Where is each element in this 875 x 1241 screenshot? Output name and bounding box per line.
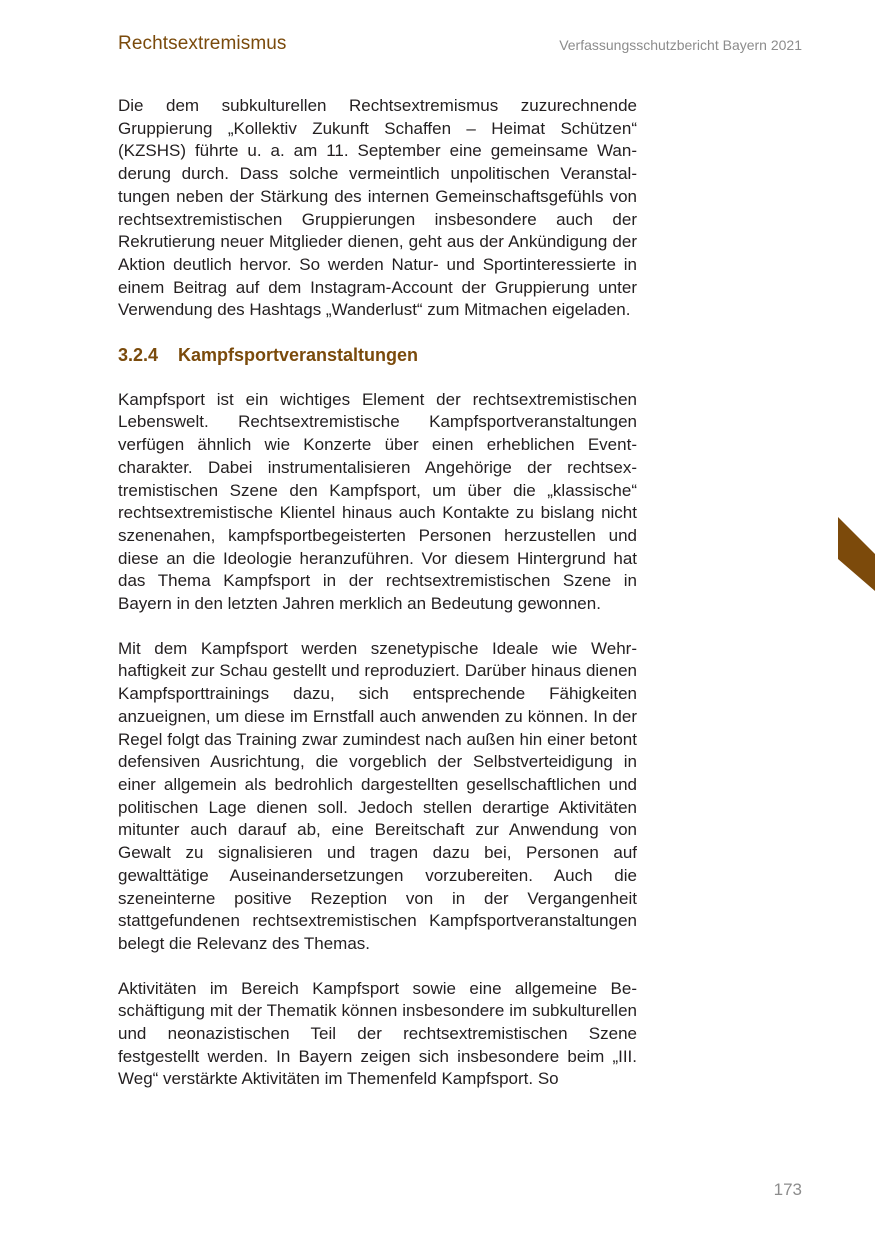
body-paragraph-1: Kampfsport ist ein wichtiges Element der rechtsextremistischen Lebenswelt. Rechtsextremistische Kampfsportveranstaltungen verfügen ähnlich wie Konzerte über einen erheblichen Eventcharakter. Dabei instrumentalisieren Angehörige der rechtsextremistischen Szene den Kampfsport, um über die „klassische“ rechtsextremistische Klientel hinaus auch Kontakte zu bislang nicht szenenahen, kampfsportbegeisterten Personen herzustellen und diese an die Ideologie heranzuführen. Vor diesem Hintergrund hat das Thema Kampfsport in der rechtsextremistischen Szene in Bayern in den letzten Jahren merklich an Bedeutung gewonnen. (118, 389, 637, 614)
body-paragraph-3: Aktivitäten im Bereich Kampfsport sowie eine allgemeine Beschäftigung mit der Thematik können insbesondere im subkulturellen und neonazistischen Teil der rechtsextremistischen Szene festgestellt werden. In Bayern zeigen sich insbesondere beim „III. Weg“ verstärkte Aktivitäten im Themenfeld Kampfsport. So (118, 978, 637, 1089)
body-paragraph-2: Mit dem Kampfsport werden szenetypische Ideale wie Wehrhaftigkeit zur Schau gestellt und reproduziert. Darüber hinaus dienen Kampfsporttrainings dazu, sich entsprechende Fähigkeiten anzueignen, um diese im Ernstfall auch anwenden zu können. In der Regel folgt das Training zwar zumindest nach außen hin einer betont defensiven Ausrichtung, die vorgeblich der Selbstverteidigung in einer allgemein als bedrohlich dargestellten gesellschaftlichen und politischen Lage dienen soll. Jedoch stellen derartige Aktivitäten mitunter auch darauf ab, eine Bereitschaft zur Anwendung von Gewalt zu signalisieren und tragen dazu bei, Personen auf gewalttätige Auseinandersetzungen vorzubereiten. Auch die szeneinterne positive Rezeption von in der Vergangenheit stattgefundenen rechtsextremistischen Kampfsportveranstaltungen belegt die Relevanz des Themas. (118, 638, 637, 953)
running-head-report-title: Verfassungsschutzbericht Bayern 2021 (559, 37, 802, 53)
page-number: 173 (773, 1180, 802, 1199)
running-head-section-title: Rechtsextremismus (118, 33, 287, 54)
chapter-thumb-tab-shape (838, 517, 875, 591)
main-text-column (118, 95, 637, 1091)
section-title: Kampfsportveranstaltungen (178, 345, 419, 366)
section-number: 3.2.4 (118, 345, 159, 366)
section-heading (118, 344, 637, 367)
chapter-thumb-tab (838, 517, 875, 591)
intro-paragraph: Die dem subkulturellen Rechtsextremismus zuzurechnende Gruppierung „Kollektiv Zukunft Schaffen – Heimat Schützen“ (KZSHS) führte u. a. am 11. September eine gemeinsame Wanderung durch. Dass solche vermeintlich unpolitischen Veranstaltungen neben der Stärkung des internen Gemeinschaftsgefühls von rechtsextremistischen Gruppierungen insbesondere auch der Rekrutierung neuer Mitglieder dienen, geht aus der Ankündigung der Aktion deutlich hervor. So werden Natur- und Sportinteressierte in einem Beitrag auf dem Instagram-Account der Gruppierung unter Verwendung des Hashtags „Wanderlust“ zum Mitmachen eigeladen. (118, 96, 637, 320)
